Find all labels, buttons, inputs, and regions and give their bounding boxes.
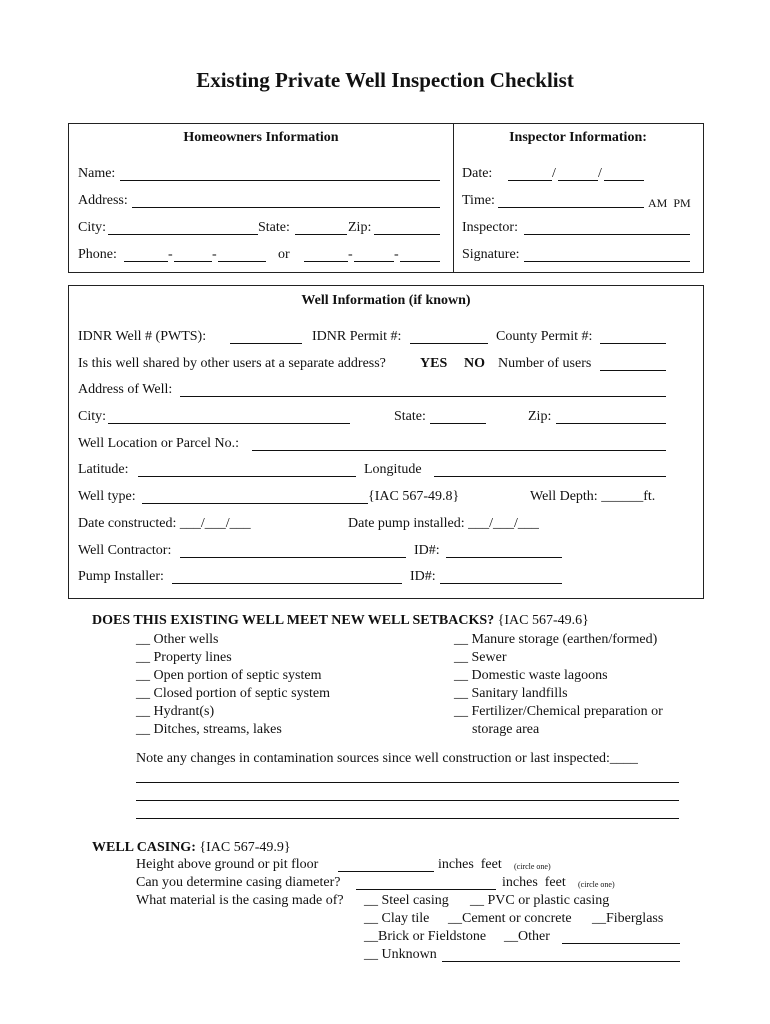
material-pvc[interactable]: __ PVC or plastic casing xyxy=(470,893,610,908)
setback-item-hydrants[interactable]: __ Hydrant(s) xyxy=(136,704,215,719)
setbacks-heading: DOES THIS EXISTING WELL MEET NEW WELL SETBACKS? xyxy=(92,613,495,628)
setback-item-property-lines[interactable]: __ Property lines xyxy=(136,650,232,665)
longitude-field[interactable] xyxy=(434,476,666,477)
homeowners-heading: Homeowners Information xyxy=(183,130,339,145)
setbacks-right-list xyxy=(454,631,663,739)
contractor-field[interactable] xyxy=(180,557,406,558)
zip-label: Zip: xyxy=(348,220,372,235)
material-brick[interactable]: __Brick or Fieldstone xyxy=(364,929,487,944)
inspector-heading: Inspector Information: xyxy=(509,130,647,145)
pump-installer-label: Pump Installer: xyxy=(78,569,164,584)
pump-id-label: ID#: xyxy=(410,569,436,584)
date-month[interactable] xyxy=(508,180,552,181)
material-other-field[interactable] xyxy=(562,943,680,944)
setback-item-sewer[interactable]: __ Sewer xyxy=(454,650,507,665)
well-state-field[interactable] xyxy=(430,423,486,424)
time-label: Time: xyxy=(462,193,495,208)
contractor-id-field[interactable] xyxy=(446,557,562,558)
material-cement[interactable]: __Cement or concrete xyxy=(448,911,572,926)
idnr-permit-field[interactable] xyxy=(410,343,488,344)
pump-id-field[interactable] xyxy=(440,583,562,584)
well-city-field[interactable] xyxy=(108,423,350,424)
yes-option[interactable]: YES xyxy=(420,356,448,371)
note-line-3[interactable] xyxy=(136,818,679,819)
casing-heading: WELL CASING: xyxy=(92,840,196,855)
date-slash: / xyxy=(598,166,602,181)
well-type-label: Well type: xyxy=(78,489,136,504)
signature-label: Signature: xyxy=(462,247,520,262)
setbacks-left-list xyxy=(136,631,330,739)
material-unknown[interactable]: __ Unknown xyxy=(364,947,437,962)
longitude-label: Longitude xyxy=(364,462,422,477)
well-location-field[interactable] xyxy=(252,450,666,451)
well-type-ref: {IAC 567-49.8} xyxy=(368,489,460,504)
pump-installer-field[interactable] xyxy=(172,583,402,584)
state-field[interactable] xyxy=(295,234,347,235)
latitude-field[interactable] xyxy=(138,476,356,477)
setback-item-other-wells[interactable]: __ Other wells xyxy=(136,632,219,647)
county-permit-label: County Permit #: xyxy=(496,329,593,344)
well-zip-label: Zip: xyxy=(528,409,552,424)
phone-dash: - xyxy=(168,247,173,262)
casing-diameter-label: Can you determine casing diameter? xyxy=(136,875,341,890)
date-pump-label[interactable]: Date pump installed: ___/___/___ xyxy=(348,516,539,531)
material-steel[interactable]: __ Steel casing xyxy=(364,893,449,908)
circle-one-note: (circle one) xyxy=(578,880,615,889)
latitude-label: Latitude: xyxy=(78,462,129,477)
inspector-field[interactable] xyxy=(524,234,690,235)
contamination-note: Note any changes in contamination sources since well construction or last inspected:____ xyxy=(136,751,638,766)
date-label: Date: xyxy=(462,166,493,181)
contractor-label: Well Contractor: xyxy=(78,543,172,558)
material-fiberglass[interactable]: __Fiberglass xyxy=(592,911,664,926)
casing-material-question: What material is the casing made of? xyxy=(136,893,344,908)
date-year[interactable] xyxy=(604,180,644,181)
contractor-id-label: ID#: xyxy=(414,543,440,558)
date-day[interactable] xyxy=(558,180,598,181)
name-label: Name: xyxy=(78,166,116,181)
well-address-field[interactable] xyxy=(180,396,666,397)
date-slash: / xyxy=(552,166,556,181)
shared-question: Is this well shared by other users at a separate address? xyxy=(78,356,386,371)
phone-label: Phone: xyxy=(78,247,117,262)
well-depth-label[interactable]: Well Depth: ______ft. xyxy=(530,489,656,504)
inspector-label: Inspector: xyxy=(462,220,518,235)
city-label: City: xyxy=(78,220,107,235)
phone-2b[interactable] xyxy=(354,261,394,262)
setback-item-ditches[interactable]: __ Ditches, streams, lakes xyxy=(136,722,282,737)
zip-field[interactable] xyxy=(374,234,440,235)
note-line-2[interactable] xyxy=(136,800,679,801)
time-field[interactable] xyxy=(498,207,644,208)
phone-2a[interactable] xyxy=(304,261,348,262)
setback-item-manure[interactable]: __ Manure storage (earthen/formed) xyxy=(454,632,658,647)
address-field[interactable] xyxy=(132,207,440,208)
material-other[interactable]: __Other xyxy=(504,929,550,944)
well-city-label: City: xyxy=(78,409,107,424)
casing-ref: {IAC 567-49.9} xyxy=(199,840,291,855)
address-label: Address: xyxy=(78,193,128,208)
casing-heading-row xyxy=(92,840,291,856)
date-constructed-label[interactable]: Date constructed: ___/___/___ xyxy=(78,516,251,531)
casing-height-units[interactable]: inches feet xyxy=(438,857,502,872)
num-users-field[interactable] xyxy=(600,370,666,371)
signature-field[interactable] xyxy=(524,261,690,262)
material-unknown-field[interactable] xyxy=(442,961,680,962)
setback-item-closed-septic[interactable]: __ Closed portion of septic system xyxy=(136,686,331,701)
setbacks-heading-row xyxy=(92,613,589,629)
casing-height-label: Height above ground or pit floor xyxy=(136,857,319,872)
city-field[interactable] xyxy=(108,234,258,235)
well-address-label: Address of Well: xyxy=(78,382,173,397)
setback-item-storage: storage area xyxy=(472,722,540,737)
num-users-label: Number of users xyxy=(498,356,592,371)
setback-item-fertilizer[interactable]: __ Fertilizer/Chemical preparation or xyxy=(454,704,663,719)
idnr-permit-label: IDNR Permit #: xyxy=(312,329,402,344)
note-line-1[interactable] xyxy=(136,782,679,783)
well-zip-field[interactable] xyxy=(556,423,666,424)
casing-diameter-units[interactable]: inches feet xyxy=(502,875,566,890)
well-location-label: Well Location or Parcel No.: xyxy=(78,436,239,451)
well-type-field[interactable] xyxy=(142,503,368,504)
setbacks-ref: {IAC 567-49.6} xyxy=(497,613,589,628)
casing-diameter-field[interactable] xyxy=(356,889,496,890)
phone-2c[interactable] xyxy=(400,261,440,262)
or-label: or xyxy=(278,247,290,262)
no-option[interactable]: NO xyxy=(464,356,485,371)
circle-one-note: (circle one) xyxy=(514,862,551,871)
material-clay[interactable]: __ Clay tile xyxy=(364,911,430,926)
county-permit-field[interactable] xyxy=(600,343,666,344)
phone-dash: - xyxy=(394,247,399,262)
setback-item-open-septic[interactable]: __ Open portion of septic system xyxy=(136,668,322,683)
setback-item-landfills[interactable]: __ Sanitary landfills xyxy=(454,686,568,701)
well-state-label: State: xyxy=(394,409,426,424)
state-label: State: xyxy=(258,220,290,235)
phone-1b[interactable] xyxy=(174,261,212,262)
phone-1a[interactable] xyxy=(124,261,168,262)
well-info-heading: Well Information (if known) xyxy=(301,293,471,308)
page-title: Existing Private Well Inspection Checklist xyxy=(196,68,574,92)
idnr-well-field[interactable] xyxy=(230,343,302,344)
setback-item-lagoons[interactable]: __ Domestic waste lagoons xyxy=(454,668,608,683)
name-field[interactable] xyxy=(120,180,440,181)
idnr-well-label: IDNR Well # (PWTS): xyxy=(78,329,207,344)
phone-dash: - xyxy=(348,247,353,262)
casing-height-field[interactable] xyxy=(338,871,434,872)
ampm-label[interactable]: AM PM xyxy=(648,196,691,210)
phone-dash: - xyxy=(212,247,217,262)
phone-1c[interactable] xyxy=(218,261,266,262)
